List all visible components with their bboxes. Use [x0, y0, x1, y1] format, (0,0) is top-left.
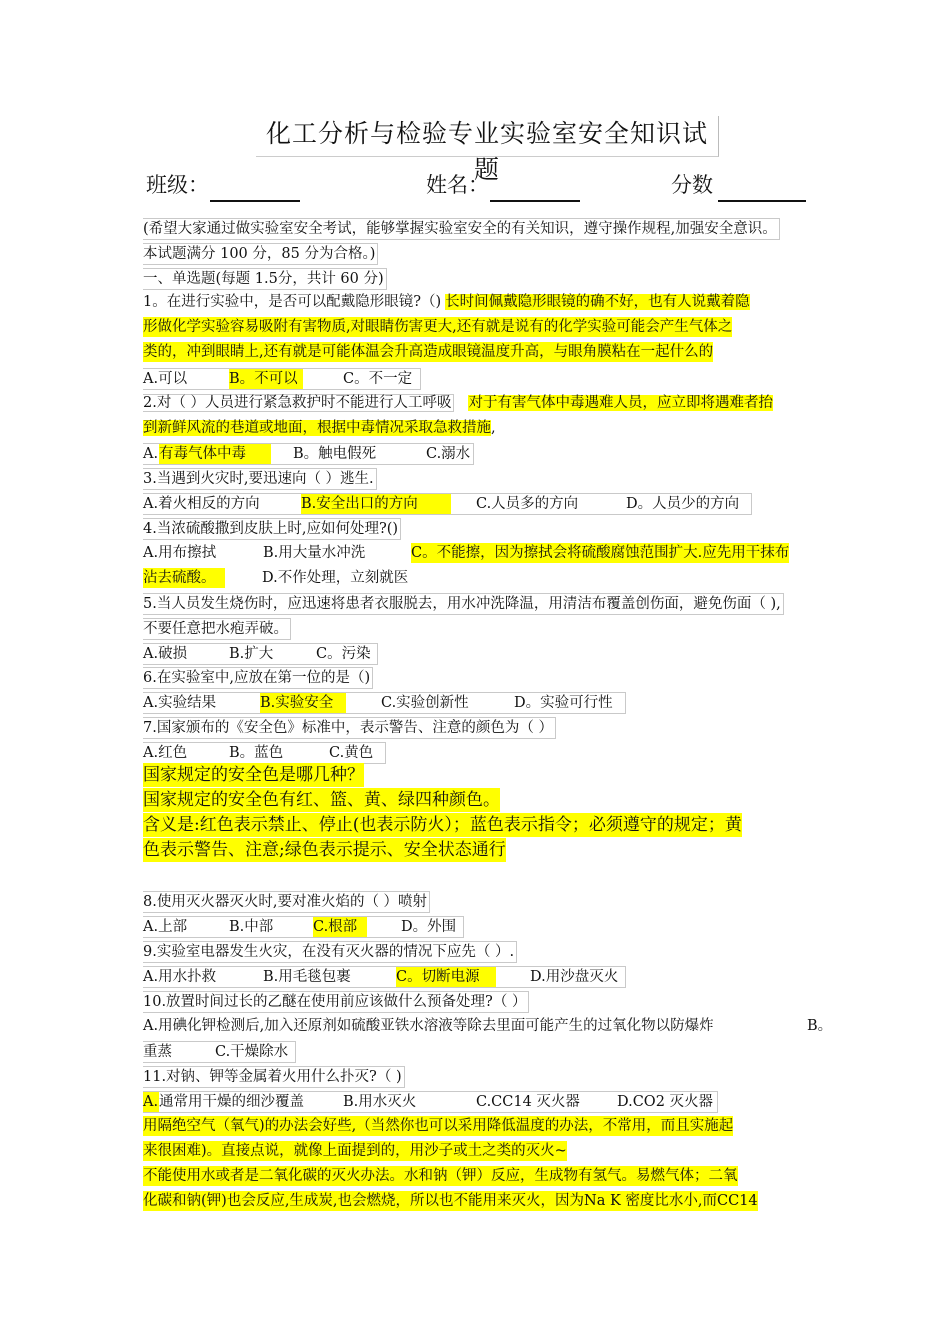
option-a[interactable]: A.可以 [143, 371, 188, 387]
option-a[interactable]: A.实验结果 [143, 695, 217, 711]
option-a[interactable]: A.红色 [143, 745, 188, 761]
question-2 [143, 393, 773, 413]
question-1-stem: 1。在进行实验中，是否可以配戴隐形眼镜?（) [143, 294, 442, 310]
question-1 [143, 292, 750, 312]
option-b[interactable]: B.用毛毯包裹 [263, 969, 351, 985]
question-2-note-2-row: 到新鲜风流的巷道或地面，根据中毒情况采取急救措施, [143, 420, 496, 436]
question-5-stem-2: 不要任意把水疱弄破。 [143, 618, 291, 640]
option-c[interactable]: C.实验创新性 [381, 695, 469, 711]
question-5-stem-1: 5.当人员发生烧伤时，应迅速将患者衣服脱去，用水冲洗降温，用清洁布覆盖创伤面，避免伤面（ ), [143, 593, 784, 615]
question-7-note-2: 国家规定的安全色有红、篮、黄、绿四种颜色。 [143, 790, 500, 810]
question-9-stem: 9.实验室电器发生火灾，在没有灭火器的情况下应先（ ）. [143, 941, 517, 963]
option-c[interactable]: C.CC14 灭火器 [476, 1094, 580, 1110]
option-d[interactable]: D。实验可行性 [514, 695, 613, 711]
name-blank[interactable] [490, 200, 580, 202]
question-11-options [143, 1091, 718, 1113]
option-b-answer[interactable]: B。不可以 [229, 369, 303, 389]
option-a[interactable]: A.上部 [143, 919, 188, 935]
option-c[interactable]: C.溺水 [426, 446, 471, 462]
option-a[interactable]: A.用水扑救 [143, 969, 217, 985]
option-c[interactable]: C.人员多的方向 [476, 496, 579, 512]
question-1-note-2: 形做化学实验容易吸附有害物质,对眼睛伤害更大,还有就是说有的化学实验可能会产生气体之 [143, 319, 733, 335]
question-7-note-4: 色表示警告、注意;绿色表示提示、安全状态通行 [143, 840, 506, 860]
class-label: 班级： [146, 173, 209, 197]
question-7-options [143, 742, 386, 764]
intro-line-2: 本试题满分 100 分，85 分为合格。) [143, 243, 378, 265]
option-d[interactable]: D.不作处理，立刻就医 [262, 570, 409, 586]
option-b[interactable]: 重蒸 [143, 1044, 172, 1060]
question-11-note-1: 用隔绝空气（氧气)的办法会好些,（当然你也可以采用降低温度的办法，不常用，而且实施起 [143, 1118, 734, 1134]
question-9-options [143, 966, 626, 988]
question-2-note-2: 到新鲜风流的巷道或地面，根据中毒情况采取急救措施 [143, 420, 491, 436]
question-10-stem: 10.放置时间过长的乙醚在使用前应该做什么预备处理?（ ） [143, 991, 529, 1013]
name-label: 姓名： [426, 173, 489, 197]
question-6-options [143, 692, 626, 714]
option-c[interactable]: C.干燥除水 [215, 1044, 289, 1060]
option-d[interactable]: D.CO2 灭火器 [617, 1094, 714, 1110]
option-d[interactable]: D.用沙盘灭火 [530, 969, 619, 985]
score-blank[interactable] [718, 200, 806, 202]
question-7-note-1: 国家规定的安全色是哪几种？ [143, 765, 364, 785]
option-d[interactable]: D。外围 [401, 919, 457, 935]
question-2-options [143, 443, 474, 465]
question-2-note: 对于有害气体中毒遇难人员，应立即将遇难者抬 [468, 395, 773, 411]
class-blank[interactable] [210, 200, 300, 202]
option-b-prefix[interactable]: B。 [807, 1018, 833, 1034]
question-4-stem: 4.当浓硫酸撒到皮肤上时,应如何处理?() [143, 518, 401, 540]
question-1-note-3: 类的，冲到眼睛上,还有就是可能体温会升高造成眼镜温度升高，与眼角膜粘在一起什么的 [143, 344, 714, 360]
option-a[interactable]: A.用布擦拭 [143, 545, 217, 561]
option-b-answer[interactable]: B.实验安全 [260, 693, 346, 713]
question-6-stem: 6.在实验室中,应放在第一位的是（) [143, 667, 373, 689]
option-b[interactable]: B.用水灭火 [343, 1094, 417, 1110]
option-a[interactable]: A.着火相反的方向 [143, 496, 260, 512]
option-a-letter[interactable]: A. [143, 1094, 159, 1110]
question-4-options [143, 543, 831, 563]
option-b[interactable]: B.扩大 [229, 646, 274, 662]
score-label: 分数 [671, 173, 713, 197]
option-c-answer-cont[interactable]: 沾去硫酸。 [143, 568, 225, 588]
intro-line-1: (希望大家通过做实验室安全考试，能够掌握实验室安全的有关知识，遵守操作规程,加强安全意识。 [143, 218, 780, 240]
question-5-options [143, 643, 378, 665]
option-c-answer[interactable]: C。切断电源 [396, 967, 496, 987]
option-a[interactable]: A.用碘化钾检测后,加入还原剂如硫酸亚铁水溶液等除去里面可能产生的过氧化物以防爆炸 [143, 1018, 714, 1034]
question-1-note: 长时间佩戴隐形眼镜的确不好，也有人说戴着隐 [445, 294, 750, 310]
question-11-note-4: 化碳和钠(钾)也会反应,生成炭,也会燃烧，所以也不能用来灭火，因为Na K 密度比水小,而CC14 [143, 1193, 758, 1209]
question-3-stem: 3.当遇到火灾时,要迅速向（ ）逃生. [143, 468, 377, 490]
option-d[interactable]: D。人员少的方向 [626, 496, 740, 512]
page-title: 化工分析与检验专业实验室安全知识试题 [256, 116, 719, 157]
question-11-stem: 11.对钠、钾等金属着火用什么扑灭?（ ) [143, 1066, 405, 1088]
question-8-options [143, 916, 464, 938]
question-11-note-2: 来很困难)。直接点说，就像上面提到的，用沙子或土之类的灭火~ [143, 1143, 567, 1159]
option-b-answer[interactable]: B.安全出口的方向 [301, 494, 451, 514]
question-3-options [143, 493, 752, 515]
option-a[interactable]: A.破损 [143, 646, 188, 662]
option-b[interactable]: B。触电假死 [293, 446, 377, 462]
option-c[interactable]: C。污染 [316, 646, 371, 662]
question-10-options-2 [143, 1041, 296, 1063]
question-4-options-2 [143, 568, 425, 588]
option-c[interactable]: C。不一定 [343, 371, 413, 387]
option-b[interactable]: B。蓝色 [229, 745, 284, 761]
option-c-answer[interactable]: C.根部 [313, 917, 367, 937]
option-b[interactable]: B.用大量水冲洗 [263, 545, 366, 561]
question-1-options [143, 368, 421, 390]
option-c[interactable]: C.黄色 [329, 745, 374, 761]
question-2-stem: 2.对（ ）人员进行紧急救护时不能进行人工呼吸 [143, 394, 454, 412]
section-heading: 一、单选题(每题 1.5分，共计 60 分) [143, 268, 387, 290]
question-10-options [143, 1016, 831, 1036]
question-11-note-3: 不能使用水或者是二氧化碳的灭火办法。水和钠（钾）反应，生成物有氢气。易燃气体；二氧 [143, 1168, 738, 1184]
option-c-answer[interactable]: C。不能擦，因为擦拭会将硫酸腐蚀范围扩大.应先用干抹布 [411, 545, 790, 561]
option-b[interactable]: B.中部 [229, 919, 274, 935]
question-7-stem: 7.国家颁布的《安全色》标准中，表示警告、注意的颜色为（ ） [143, 717, 556, 739]
option-a-prefix[interactable]: A. [143, 446, 159, 462]
question-8-stem: 8.使用灭火器灭火时,要对准火焰的（ ）喷射 [143, 891, 430, 913]
option-a-answer[interactable]: 有毒气体中毒 [159, 444, 271, 464]
option-a-answer[interactable]: 通常用干燥的细沙覆盖 [159, 1094, 304, 1110]
question-7-note-3: 含义是:红色表示禁止、停止(也表示防火）；蓝色表示指令；必须遵守的规定；黄 [143, 815, 742, 835]
